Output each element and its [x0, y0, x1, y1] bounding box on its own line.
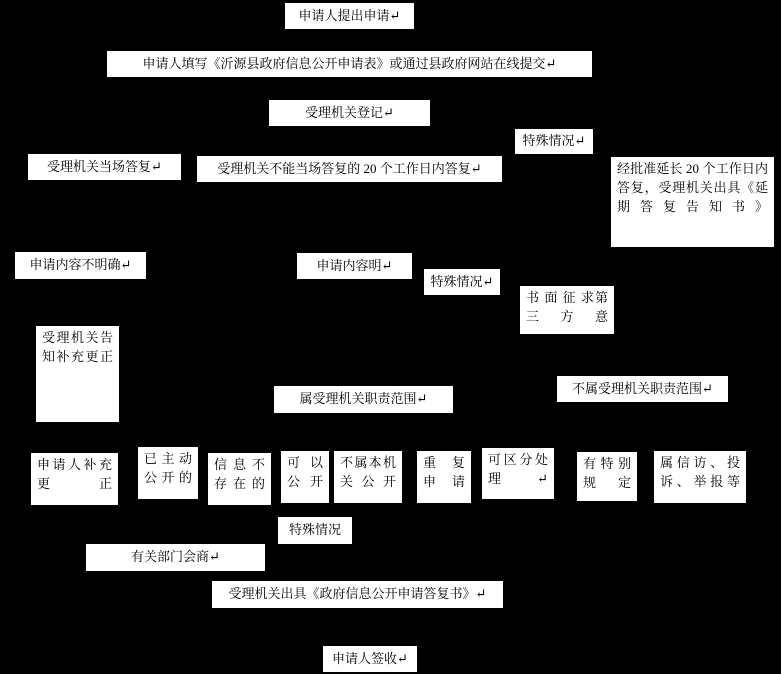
flowchart-node: 重 复申请 — [416, 450, 472, 504]
flowchart-node: 特殊情况↵ — [423, 268, 501, 296]
flowchart-node: 受理机关不能当场答复的 20 个工作日内答复↵ — [196, 155, 503, 183]
flowchart-node: 受理机关登记↵ — [268, 99, 431, 127]
flowchart-node: 特殊情况 — [277, 516, 353, 545]
flowchart-node: 属受理机关职责范围↵ — [273, 385, 454, 414]
flowchart-node: 有特别规定 — [576, 451, 638, 502]
flowchart-node: 可以公开 — [280, 450, 330, 504]
flowchart-node: 申请人签收↵ — [322, 645, 418, 673]
flowchart-node: 不属受理机关职责范围↵ — [556, 375, 729, 403]
flowchart-node: 申请人补充更正 — [30, 452, 119, 506]
flowchart-node: 受理机关出具《政府信息公开申请答复书》↵ — [211, 580, 504, 609]
flowchart-node: 不属本机关公开 — [333, 450, 403, 504]
flowchart-node: 有关部门会商↵ — [85, 543, 266, 572]
flowchart-node: 特殊情况↵ — [514, 128, 594, 155]
flowchart-node: 受理机关告知补充更正 — [35, 325, 120, 423]
flowchart-node: 申请内容不明确↵ — [14, 251, 147, 280]
flowchart-node: 书 面 征 求第三方意 — [519, 285, 615, 335]
flowchart-node: 受理机关当场答复↵ — [27, 153, 182, 181]
flowchart-node: 申请内容明↵ — [296, 252, 413, 280]
flowchart-node: 经批准延长 20 个工作日内答复，受理机关出具《延期答复告知书》 — [610, 156, 775, 248]
flowchart-node: 已主动公开的 — [137, 446, 199, 500]
flowchart-node: 可区分处理↵ — [481, 447, 555, 500]
flowchart-node: 申请人填写《沂源县政府信息公开申请表》或通过县政府网站在线提交↵ — [106, 50, 593, 78]
flowchart-node: 申请人提出申请↵ — [284, 2, 415, 30]
flowchart-node: 属信访、投诉、举报等 — [653, 450, 747, 504]
flowchart-node: 信息不存在的 — [207, 452, 272, 506]
